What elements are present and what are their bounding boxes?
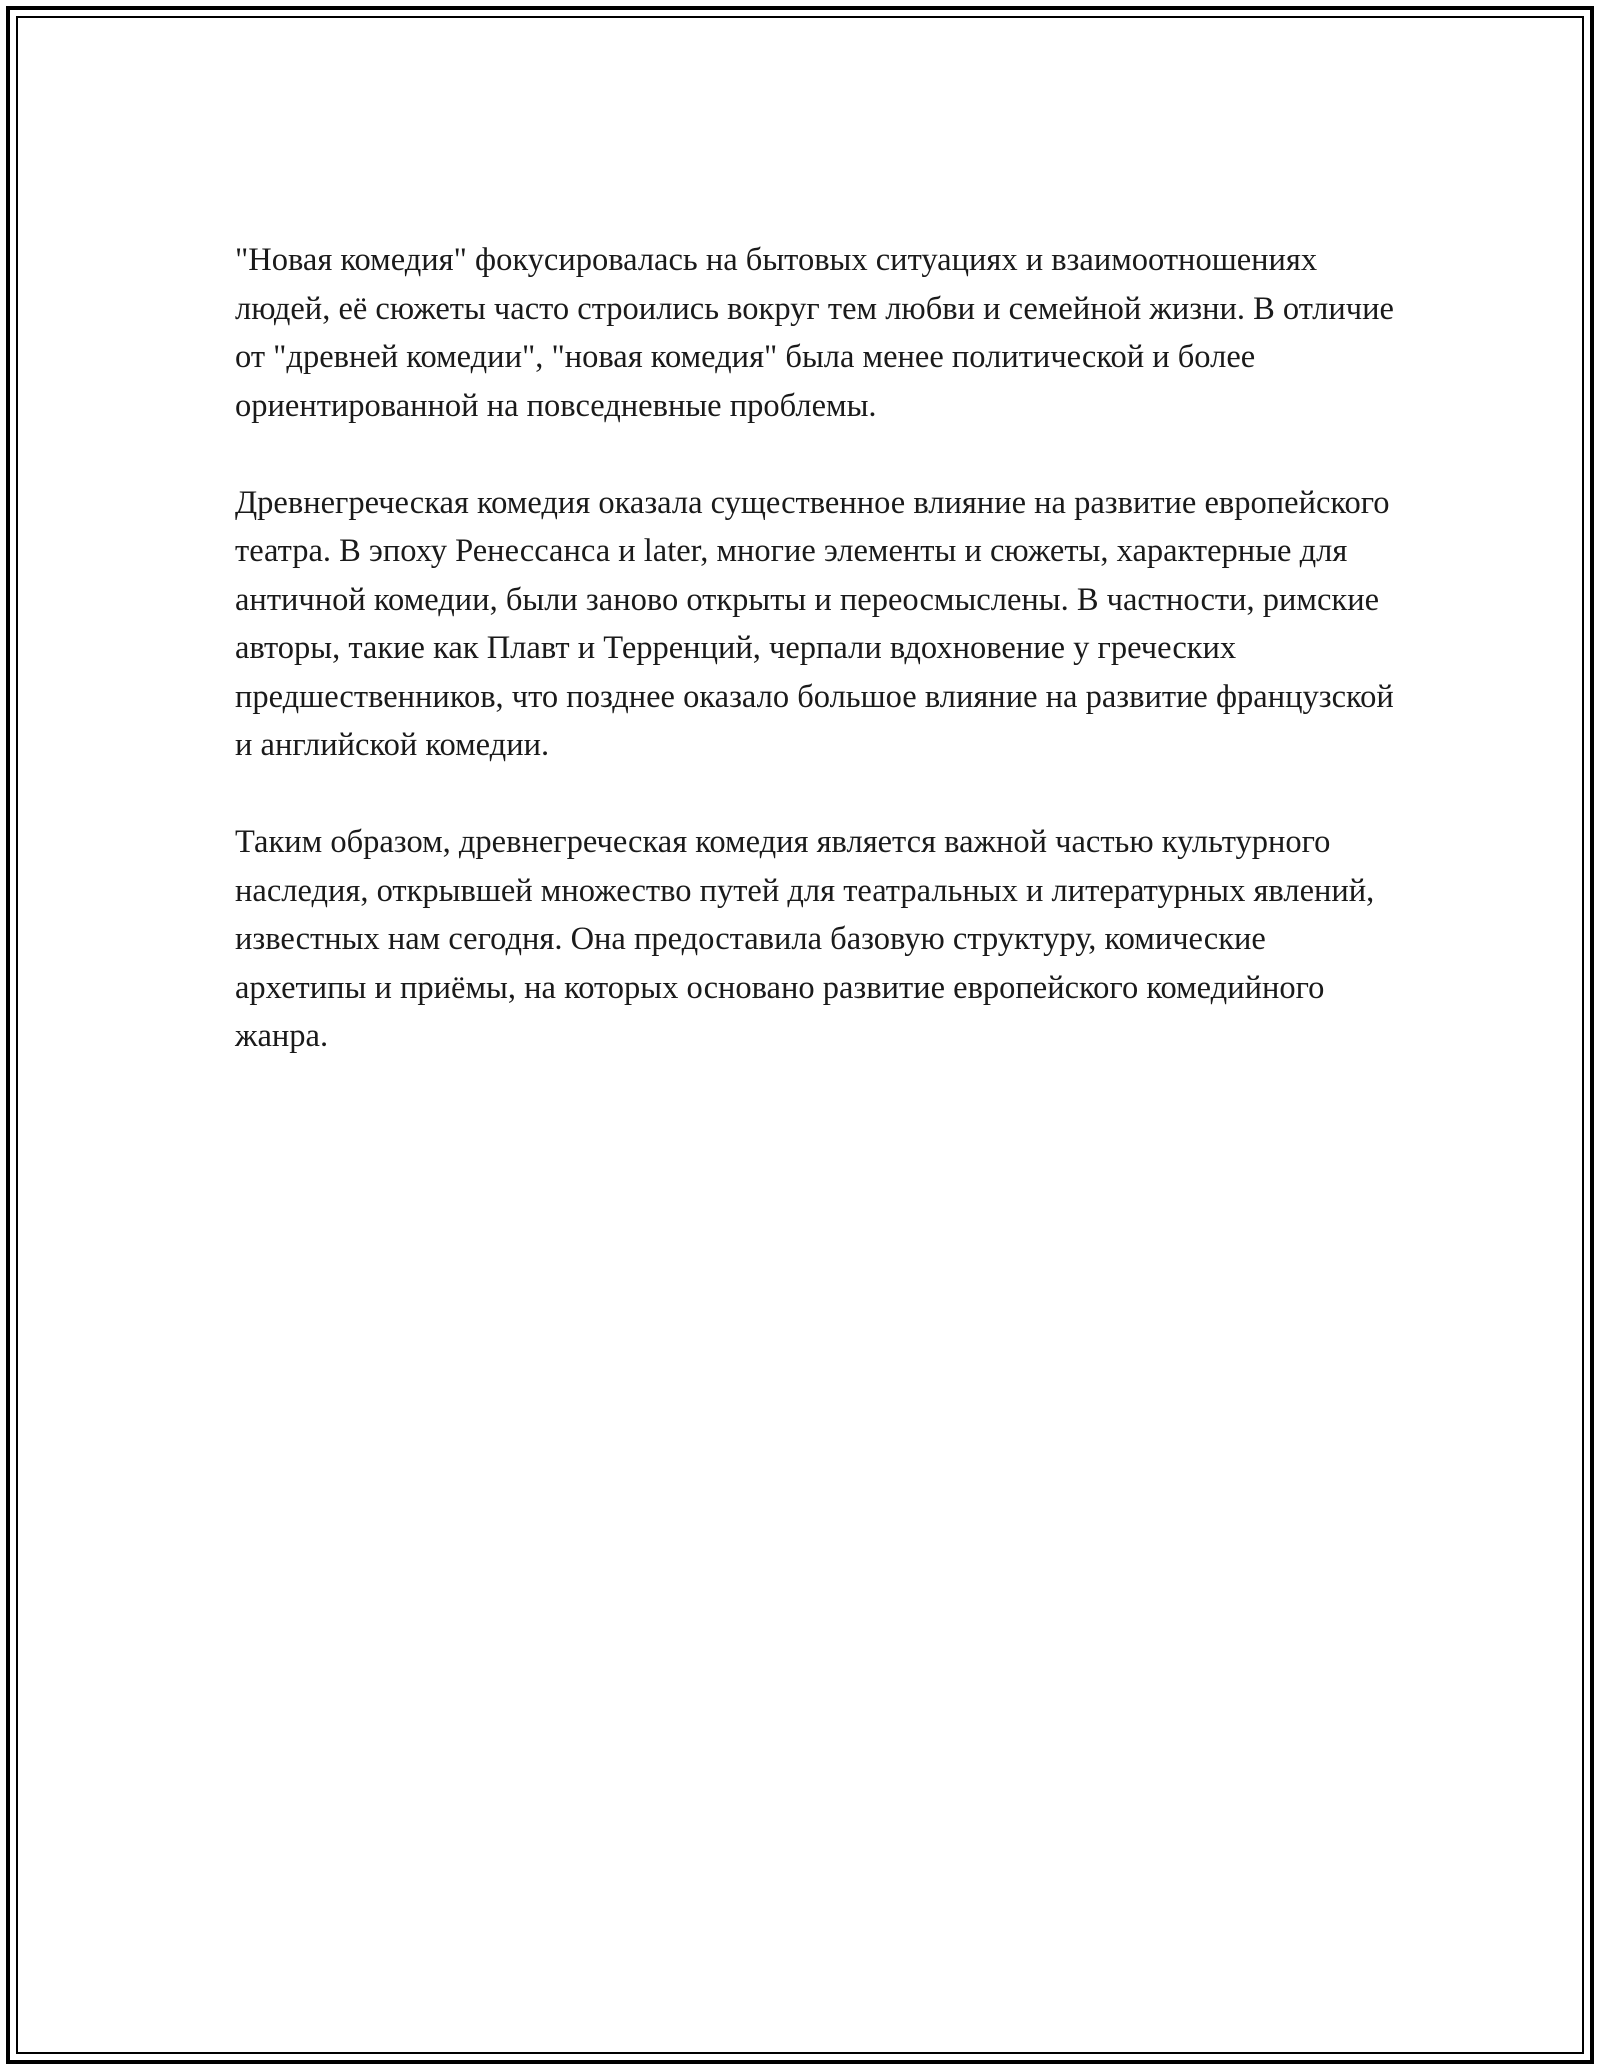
paragraph-new-comedy: "Новая комедия" фокусировалась на бытовых ситуациях и взаимоотношениях людей, её сюжеты часто строились вокруг тем любви и семейной жизни. В отличие от "древней комедии", "новая комедия" была менее политической и более ориентированной на повседневные проблемы. xyxy=(235,242,1394,424)
document-body xyxy=(235,236,1395,1061)
paragraph-conclusion: Таким образом, древнегреческая комедия является важной частью культурного наследия, открывшей множество путей для театральных и литературных явлений, известных нам сегодня. Она предоставила базовую структуру, комические архетипы и приёмы, на которых основано развитие европейского комедийного жанра. xyxy=(235,824,1375,1054)
paragraph-influence: Древнегреческая комедия оказала существенное влияние на развитие европейского театра. В эпоху Ренессанса и later, многие элементы и сюжеты, характерные для античной комедии, были заново открыты и переосмыслены. В частности, римские авторы, такие как Плавт и Терренций, черпали вдохновение у греческих предшественников, что позднее оказало большое влияние на развитие французской и английской комедии. xyxy=(235,484,1394,763)
